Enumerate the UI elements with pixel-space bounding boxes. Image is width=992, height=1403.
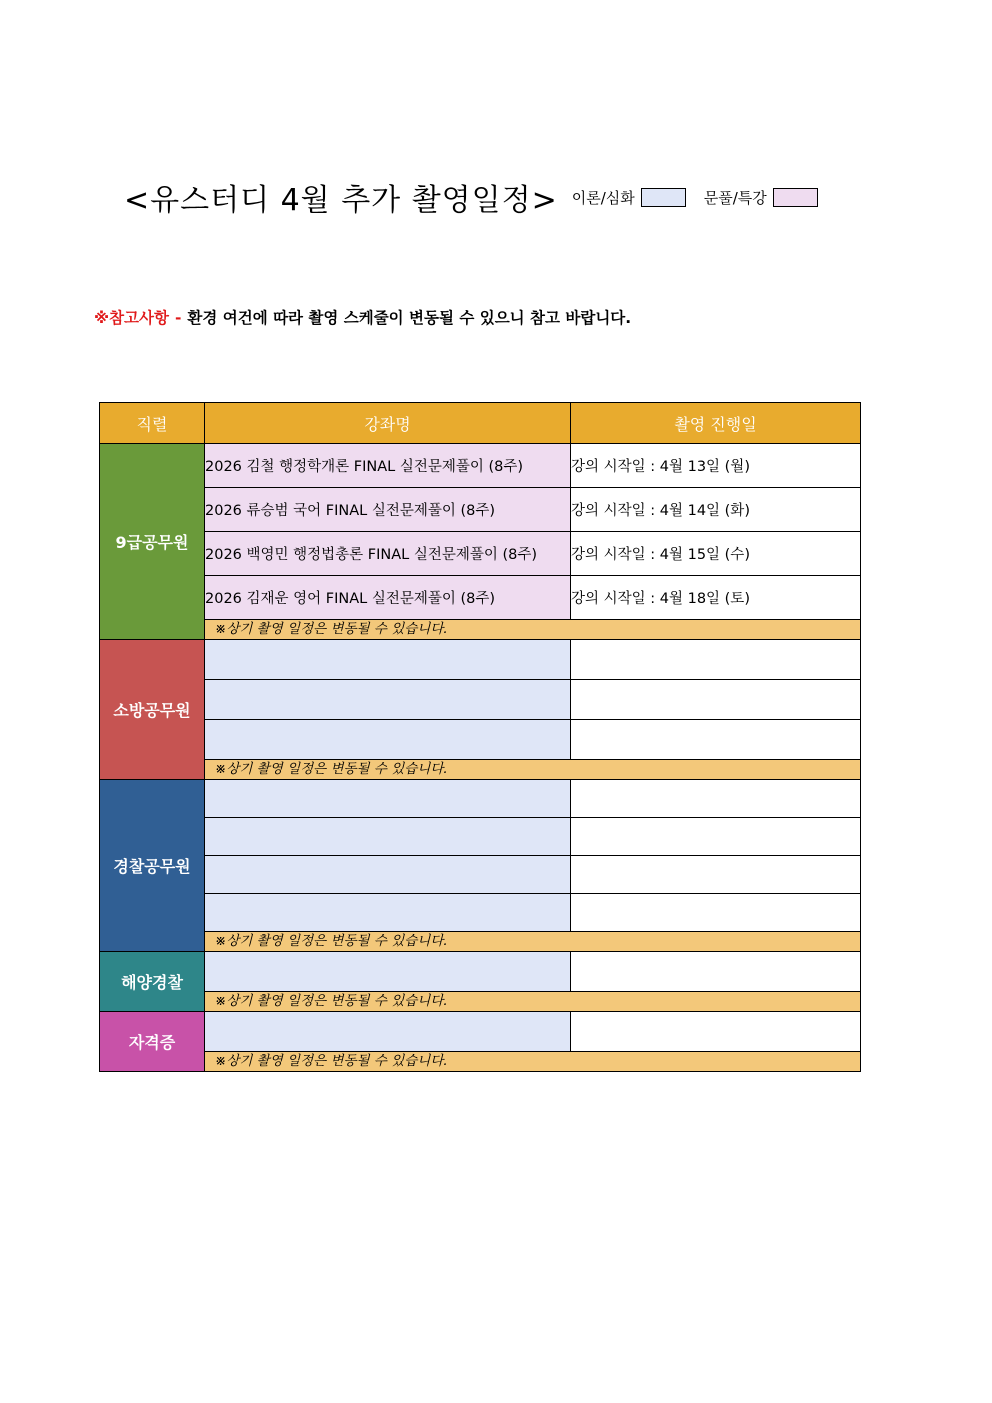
course-cell: 2026 김철 행정학개론 FINAL 실전문제풀이 (8주) (205, 444, 571, 488)
course-cell: 2026 백영민 행정법총론 FINAL 실전문제풀이 (8주) (205, 532, 571, 576)
date-cell (571, 780, 861, 818)
date-cell (571, 1012, 861, 1052)
table-header-row (100, 403, 861, 444)
table-row (100, 532, 861, 576)
date-cell: 강의 시작일 : 4월 15일 (수) (571, 532, 861, 576)
category-police: 경찰공무원 (100, 780, 205, 952)
table-row (100, 488, 861, 532)
course-cell: 2026 류승범 국어 FINAL 실전문제풀이 (8주) (205, 488, 571, 532)
notice-text: 환경 여건에 따라 촬영 스케줄이 변동될 수 있으니 참고 바랍니다. (187, 309, 632, 327)
legend-swatch-theory (641, 188, 686, 207)
date-cell (571, 856, 861, 894)
schedule-note: ※상기 촬영 일정은 변동될 수 있습니다. (205, 932, 861, 952)
date-cell: 강의 시작일 : 4월 13일 (월) (571, 444, 861, 488)
note-row (100, 1052, 861, 1072)
note-row (100, 932, 861, 952)
note-row (100, 760, 861, 780)
course-cell (205, 640, 571, 680)
table-row (100, 444, 861, 488)
legend-swatch-problem (773, 188, 818, 207)
course-cell: 2026 김재운 영어 FINAL 실전문제풀이 (8주) (205, 576, 571, 620)
notice (94, 306, 631, 328)
note-row (100, 620, 861, 640)
category-coastguard: 해양경찰 (100, 952, 205, 1012)
course-cell (205, 720, 571, 760)
course-cell (205, 856, 571, 894)
table-row (100, 640, 861, 680)
table-row (100, 1012, 861, 1052)
date-cell: 강의 시작일 : 4월 18일 (토) (571, 576, 861, 620)
notice-separator: - (174, 309, 182, 327)
header-date: 촬영 진행일 (571, 403, 861, 444)
table-row (100, 576, 861, 620)
schedule-note: ※상기 촬영 일정은 변동될 수 있습니다. (205, 760, 861, 780)
course-cell (205, 818, 571, 856)
page-title: <유스터디 4월 추가 촬영일정> (124, 183, 558, 218)
legend-label-theory: 이론/심화 (571, 188, 635, 207)
table-row (100, 720, 861, 760)
schedule-note: ※상기 촬영 일정은 변동될 수 있습니다. (205, 1052, 861, 1072)
date-cell (571, 640, 861, 680)
date-cell (571, 818, 861, 856)
header-course: 강좌명 (205, 403, 571, 444)
table-row (100, 856, 861, 894)
date-cell (571, 952, 861, 992)
note-row (100, 992, 861, 1012)
title-row (124, 172, 818, 222)
course-cell (205, 780, 571, 818)
course-cell (205, 1012, 571, 1052)
course-cell (205, 952, 571, 992)
schedule-note: ※상기 촬영 일정은 변동될 수 있습니다. (205, 620, 861, 640)
category-fire: 소방공무원 (100, 640, 205, 780)
legend-label-problem: 문풀/특강 (703, 188, 767, 207)
date-cell: 강의 시작일 : 4월 14일 (화) (571, 488, 861, 532)
table-row (100, 952, 861, 992)
date-cell (571, 894, 861, 932)
category-9grade: 9급공무원 (100, 444, 205, 640)
table-row (100, 818, 861, 856)
date-cell (571, 720, 861, 760)
header-category: 직렬 (100, 403, 205, 444)
date-cell (571, 680, 861, 720)
course-cell (205, 894, 571, 932)
notice-label: ※참고사항 (94, 309, 169, 327)
category-certificate: 자격증 (100, 1012, 205, 1072)
schedule-table (99, 402, 861, 1072)
course-cell (205, 680, 571, 720)
table-row (100, 894, 861, 932)
schedule-note: ※상기 촬영 일정은 변동될 수 있습니다. (205, 992, 861, 1012)
table-row (100, 780, 861, 818)
table-row (100, 680, 861, 720)
